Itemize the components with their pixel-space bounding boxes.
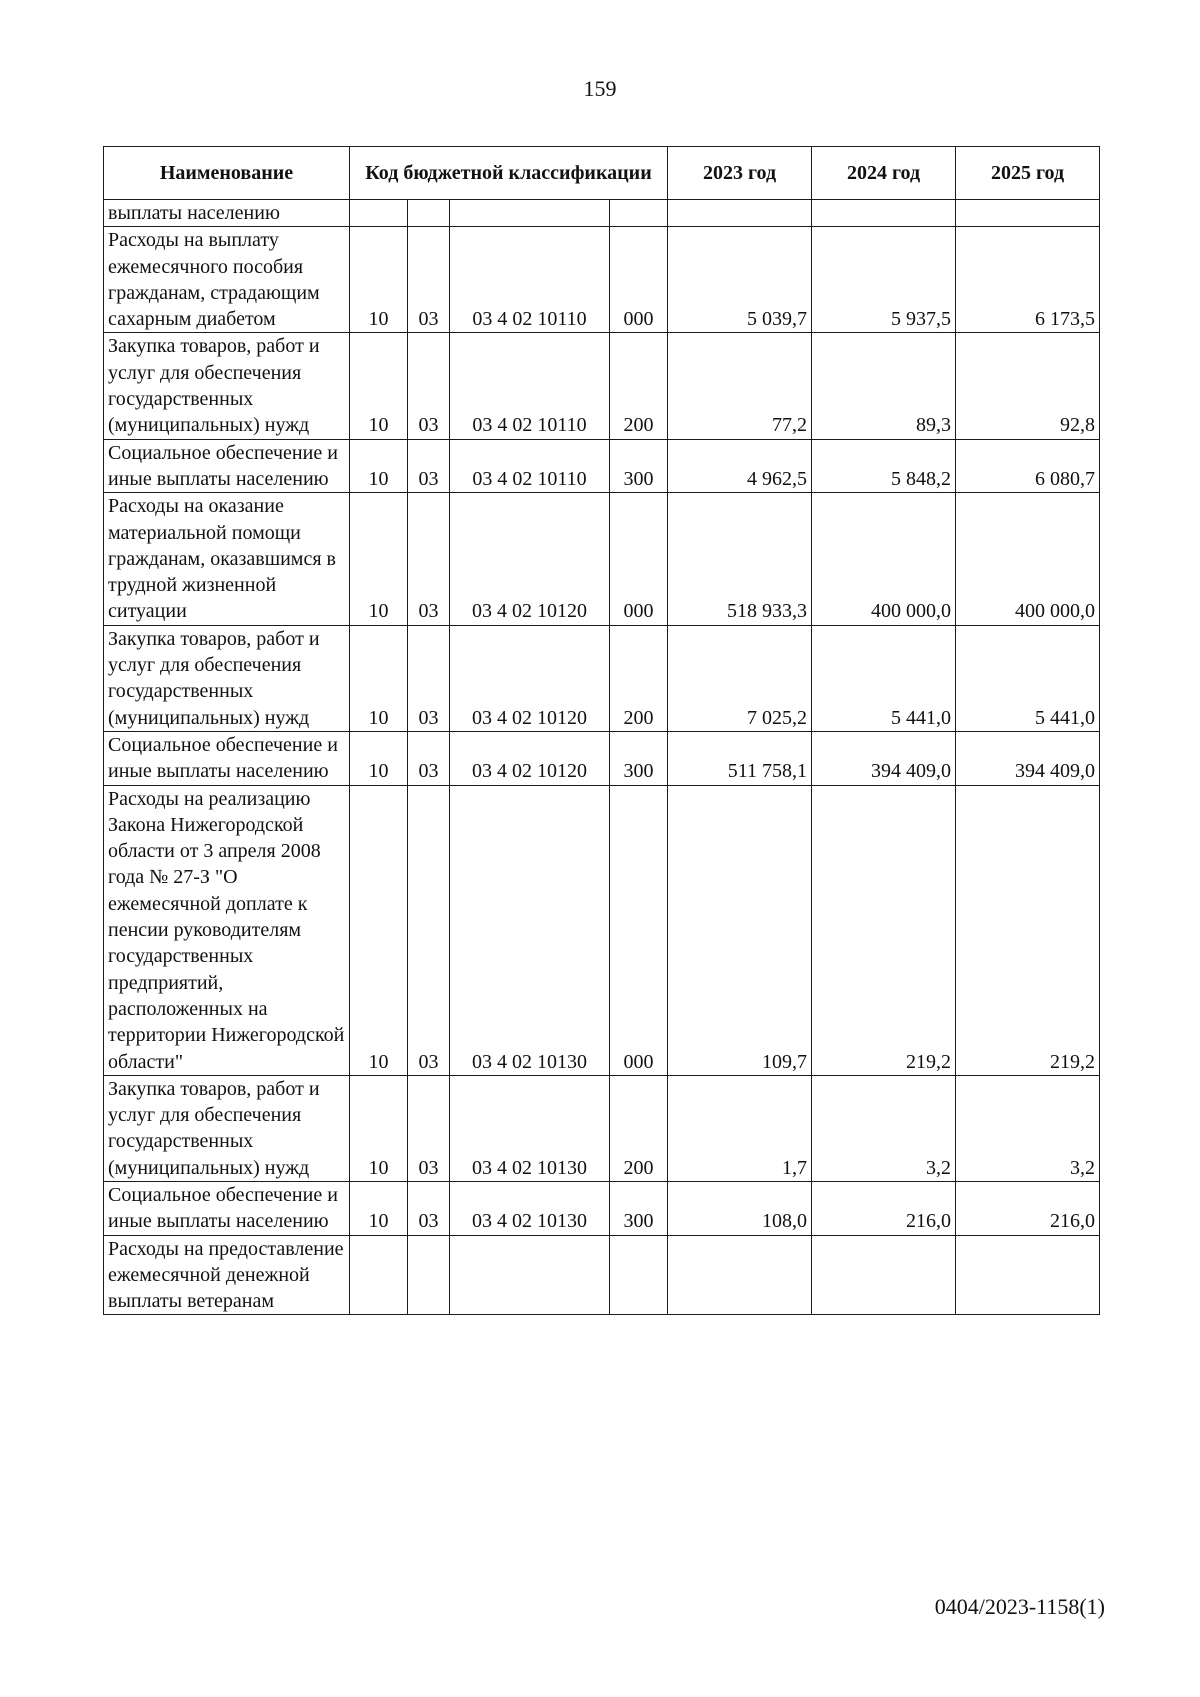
row-subsection: 03 — [408, 227, 450, 333]
row-value-2025: 219,2 — [956, 785, 1100, 1075]
row-value-2024: 89,3 — [812, 333, 956, 439]
row-subsection: 03 — [408, 493, 450, 625]
table-row — [104, 1181, 1100, 1235]
row-name: Закупка товаров, работ и услуг для обеспечения государственных (муниципальных) нужд — [104, 625, 350, 731]
row-value-2024: 5 848,2 — [812, 439, 956, 493]
header-name: Наименование — [104, 147, 350, 200]
row-name: Закупка товаров, работ и услуг для обеспечения государственных (муниципальных) нужд — [104, 333, 350, 439]
row-name: Расходы на реализацию Закона Нижегородской области от 3 апреля 2008 года № 27-З "О ежемесячной доплате к пенсии руководителям государственных предприятий, расположенных на территории Нижегородской области" — [104, 785, 350, 1075]
row-target-item — [450, 200, 610, 227]
row-expense-type: 000 — [610, 227, 668, 333]
row-value-2024: 400 000,0 — [812, 493, 956, 625]
row-target-item: 03 4 02 10130 — [450, 1075, 610, 1181]
row-name: Расходы на оказание материальной помощи гражданам, оказавшимся в трудной жизненной ситуации — [104, 493, 350, 625]
row-value-2023: 7 025,2 — [668, 625, 812, 731]
row-subsection: 03 — [408, 1075, 450, 1181]
row-value-2025 — [956, 1235, 1100, 1315]
table-row — [104, 227, 1100, 333]
row-value-2025: 5 441,0 — [956, 625, 1100, 731]
row-target-item: 03 4 02 10120 — [450, 731, 610, 785]
row-subsection: 03 — [408, 1181, 450, 1235]
row-value-2024 — [812, 1235, 956, 1315]
budget-table — [103, 146, 1100, 1315]
row-target-item: 03 4 02 10130 — [450, 785, 610, 1075]
row-subsection: 03 — [408, 439, 450, 493]
row-value-2024: 5 937,5 — [812, 227, 956, 333]
row-value-2025: 6 080,7 — [956, 439, 1100, 493]
row-section: 10 — [350, 1181, 408, 1235]
row-expense-type: 200 — [610, 625, 668, 731]
row-expense-type: 000 — [610, 493, 668, 625]
row-target-item: 03 4 02 10110 — [450, 439, 610, 493]
row-subsection — [408, 1235, 450, 1315]
row-expense-type: 200 — [610, 1075, 668, 1181]
header-code: Код бюджетной классификации — [350, 147, 668, 200]
row-target-item: 03 4 02 10120 — [450, 625, 610, 731]
row-expense-type: 200 — [610, 333, 668, 439]
row-section: 10 — [350, 333, 408, 439]
row-name: Расходы на выплату ежемесячного пособия гражданам, страдающим сахарным диабетом — [104, 227, 350, 333]
row-value-2023: 109,7 — [668, 785, 812, 1075]
row-section: 10 — [350, 1075, 408, 1181]
table-row — [104, 731, 1100, 785]
row-target-item: 03 4 02 10130 — [450, 1181, 610, 1235]
row-name: выплаты населению — [104, 200, 350, 227]
header-2025: 2025 год — [956, 147, 1100, 200]
row-name: Расходы на предоставление ежемесячной денежной выплаты ветеранам — [104, 1235, 350, 1315]
row-section: 10 — [350, 625, 408, 731]
row-subsection: 03 — [408, 333, 450, 439]
table-row — [104, 333, 1100, 439]
row-value-2024: 216,0 — [812, 1181, 956, 1235]
row-value-2023: 5 039,7 — [668, 227, 812, 333]
row-value-2023 — [668, 200, 812, 227]
row-subsection: 03 — [408, 731, 450, 785]
table-row — [104, 1075, 1100, 1181]
row-target-item: 03 4 02 10120 — [450, 493, 610, 625]
row-section: 10 — [350, 439, 408, 493]
table-row — [104, 785, 1100, 1075]
row-target-item: 03 4 02 10110 — [450, 227, 610, 333]
table-row — [104, 200, 1100, 227]
row-value-2024: 394 409,0 — [812, 731, 956, 785]
row-name: Закупка товаров, работ и услуг для обеспечения государственных (муниципальных) нужд — [104, 1075, 350, 1181]
row-expense-type: 300 — [610, 1181, 668, 1235]
table-row — [104, 1235, 1100, 1315]
table-header-row — [104, 147, 1100, 200]
row-expense-type — [610, 200, 668, 227]
table-row — [104, 439, 1100, 493]
row-subsection: 03 — [408, 785, 450, 1075]
row-value-2023: 77,2 — [668, 333, 812, 439]
row-value-2023: 4 962,5 — [668, 439, 812, 493]
row-section — [350, 200, 408, 227]
row-subsection: 03 — [408, 625, 450, 731]
header-2024: 2024 год — [812, 147, 956, 200]
row-target-item: 03 4 02 10110 — [450, 333, 610, 439]
row-section — [350, 1235, 408, 1315]
row-value-2024 — [812, 200, 956, 227]
document-id: 0404/2023-1158(1) — [934, 1594, 1105, 1619]
row-value-2025: 216,0 — [956, 1181, 1100, 1235]
row-value-2024: 219,2 — [812, 785, 956, 1075]
table-row — [104, 493, 1100, 625]
row-section: 10 — [350, 785, 408, 1075]
row-value-2025: 3,2 — [956, 1075, 1100, 1181]
row-value-2025: 92,8 — [956, 333, 1100, 439]
row-name: Социальное обеспечение и иные выплаты населению — [104, 1181, 350, 1235]
row-expense-type — [610, 1235, 668, 1315]
row-section: 10 — [350, 493, 408, 625]
row-value-2023: 518 933,3 — [668, 493, 812, 625]
table-row — [104, 625, 1100, 731]
row-value-2025: 6 173,5 — [956, 227, 1100, 333]
row-value-2023: 511 758,1 — [668, 731, 812, 785]
page-number: 159 — [583, 76, 617, 101]
row-value-2025: 400 000,0 — [956, 493, 1100, 625]
row-expense-type: 300 — [610, 439, 668, 493]
row-name: Социальное обеспечение и иные выплаты населению — [104, 439, 350, 493]
row-value-2024: 5 441,0 — [812, 625, 956, 731]
row-value-2023 — [668, 1235, 812, 1315]
row-value-2023: 108,0 — [668, 1181, 812, 1235]
row-name: Социальное обеспечение и иные выплаты населению — [104, 731, 350, 785]
row-value-2024: 3,2 — [812, 1075, 956, 1181]
row-expense-type: 300 — [610, 731, 668, 785]
row-value-2025: 394 409,0 — [956, 731, 1100, 785]
row-value-2025 — [956, 200, 1100, 227]
row-target-item — [450, 1235, 610, 1315]
row-value-2023: 1,7 — [668, 1075, 812, 1181]
row-expense-type: 000 — [610, 785, 668, 1075]
header-2023: 2023 год — [668, 147, 812, 200]
row-section: 10 — [350, 731, 408, 785]
row-subsection — [408, 200, 450, 227]
row-section: 10 — [350, 227, 408, 333]
